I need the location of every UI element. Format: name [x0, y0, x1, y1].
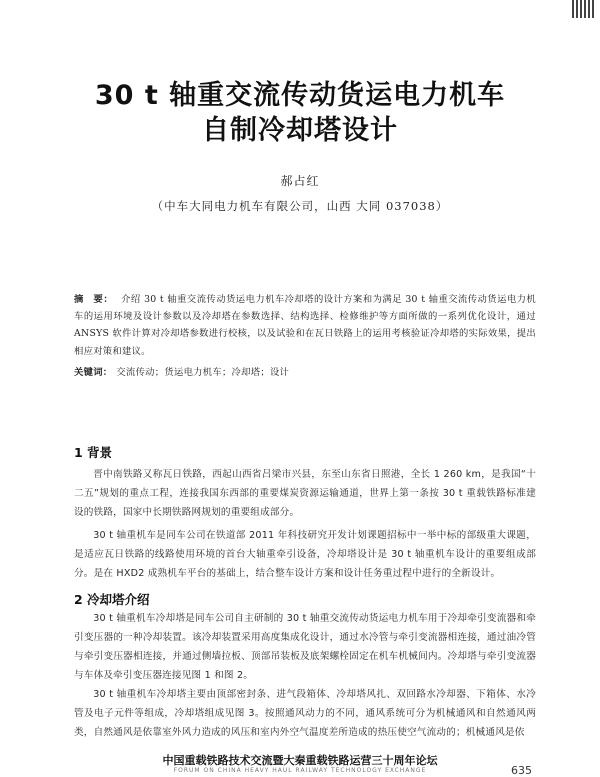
keywords-text: 交流传动；货运电力机车；冷却塔；设计 [116, 367, 290, 378]
paper-title-line-2: 自制冷却塔设计 [202, 115, 398, 146]
footer-conference: 中国重载铁路技术交流暨大秦重载铁路运营三十周年论坛 [162, 754, 438, 767]
abstract [74, 291, 536, 360]
keywords-label: 关键词： [74, 367, 113, 378]
paragraph: 30 t 轴重机车冷却塔主要由顶部密封条、进气段箱体、冷却塔风扎、双回路水冷却器、下箱体、水冷管及电子元件等组成，冷却塔组成见图 3。按照通风动力的不同，通风系统可分为机械通风和自然通风两类，自然通风是依靠室外风力造成的风压和室内外空气温度差所造成的热压使空气流动的；机械通风是依 [74, 689, 536, 738]
abstract-label: 摘 要： [74, 294, 114, 305]
paper-title-line-1: 30 t 轴重交流传动货运电力机车 [94, 80, 506, 111]
keywords [74, 364, 536, 378]
author-name: 郝占红 [280, 174, 320, 188]
paragraph: 晋中南铁路又称瓦日铁路，西起山西省吕梁市兴县，东至山东省日照港，全长 1 260 km，是我国“十二五”规划的重点工程，连接我国东西部的重要煤炭资源运输通道，世界上第一条按 30 t 重载铁路标准建设的铁路，国家中长期铁路网规划的重要组成部分。 [74, 469, 536, 518]
paragraph: 30 t 轴重机车是同车公司在铁道部 2011 年科技研究开发计划课题招标中一举中标的部级重大课题，是适应瓦日铁路的线路使用环境的首台大轴重牵引设备，冷却塔设计是 30 t 轴重机车设计的重要组成部分。是在 HXD2 成熟机车平台的基础上，结合整车设计方案和设计任务重过程中进行的全新设计。 [74, 530, 536, 579]
section-heading-background: 1 背景 [74, 445, 113, 460]
paragraph: 30 t 轴重机车冷却塔是同车公司自主研制的 30 t 轴重交流传动货运电力机车用于冷却牵引变流器和牵引变压器的一种冷却装置。该冷却装置采用高度集成化设计，通过水冷管与牵引变流器相连接，通过油冷管与牵引变压器相连接，并通过侧墙拉板、顶部吊装板及底架螺栓固定在机车机械间内。冷却塔与牵引变流器与车体及牵引变压器连接见图 1 和图 2。 [74, 613, 536, 681]
scan-corner-mark [572, 0, 594, 18]
page-number: 635 [511, 764, 532, 777]
author-affiliation: （中车大同电力机车有限公司，山西 大同 037038） [151, 199, 449, 213]
section-heading-cooling-tower: 2 冷却塔介绍 [74, 592, 150, 607]
footer-subtitle: FORUM ON CHINA HEAVY HAUL RAILWAY TECHNOLOGY EXCHANGE [173, 767, 427, 774]
abstract-text: 介绍 30 t 轴重交流传动货运电力机车冷却塔的设计方案和为满足 30 t 轴重交流传动货运电力机车的运用环境及设计参数以及冷却塔在参数选择、结构选择、检修维护等方面所做的一系列优化设计，通过 ANSYS 软件计算对冷却塔参数进行校核，以及试验和在瓦日铁路上的运用考核验证冷却塔的实际效果，提出相应对策和建议。 [74, 294, 536, 357]
